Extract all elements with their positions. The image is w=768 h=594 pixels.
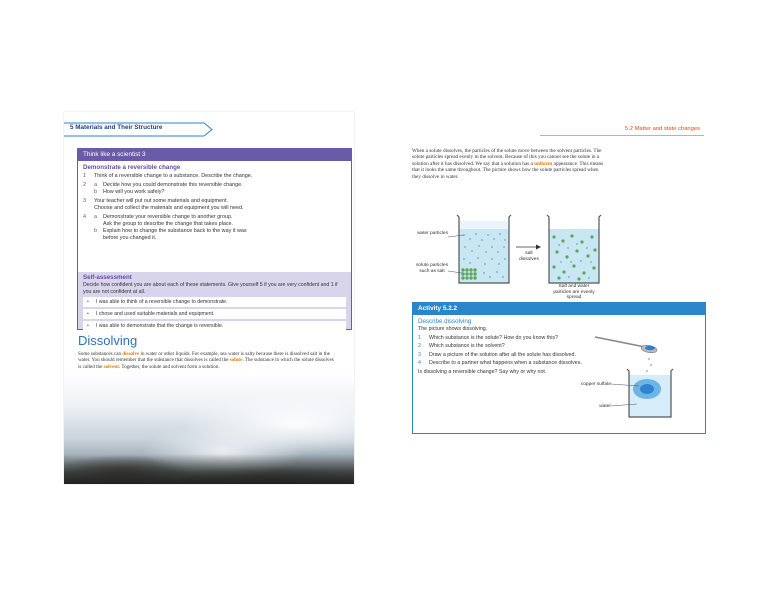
think-box-subhead: Demonstrate a reversible change	[83, 164, 181, 171]
step-4b: b Explain how to change the substance back to the way it was before you changed it.	[94, 228, 247, 241]
beaker-after	[547, 215, 601, 283]
copper-sulfate-beaker-diagram	[589, 323, 701, 428]
step-2a: 2 a Decide how you could demonstrate this reversible change.	[83, 182, 243, 188]
self-assessment-bullet: • I was able to demonstrate that the change is reversible.	[83, 321, 346, 331]
self-assessment	[78, 272, 351, 335]
step-2b: b How will you work safely?	[94, 189, 165, 195]
label-evenly-spread: Salt and water particles are evenly spread	[553, 284, 595, 300]
left-page	[64, 112, 354, 484]
activity-step: 2 Which substance is the solvent?	[418, 343, 505, 350]
think-box-body	[78, 161, 351, 272]
section-heading: 5.2 Matter and state changes	[624, 126, 700, 132]
label-copper-sulfate: copper sulfate	[580, 382, 611, 387]
beaker-copper-sulfate	[611, 369, 673, 417]
right-page	[404, 112, 704, 432]
label-water-particles: water particles	[417, 231, 448, 236]
self-assessment-bullet: • I was able to think of a reversible change to demonstrate.	[83, 297, 346, 307]
step-3: 3 Your teacher will put out some materials and equipment. Choose and collect the materials and equipment you will need.	[83, 198, 244, 211]
activity-box	[412, 302, 706, 434]
label-water: water	[599, 404, 611, 409]
keyword-uniform: uniform	[534, 160, 553, 167]
beaker-before	[448, 215, 511, 283]
section-rule	[540, 135, 704, 136]
activity-subhead: Describe dissolving	[418, 318, 472, 325]
keyword-dissolve: dissolve	[122, 351, 140, 357]
sea-spray-photo	[64, 372, 354, 484]
arrow-icon	[516, 245, 541, 250]
spatula-icon	[595, 337, 657, 354]
activity-question: Is dissolving a reversible change? Say why or why not.	[418, 368, 547, 375]
bullet-icon: •	[87, 311, 89, 317]
label-salt-dissolves: salt dissolves	[519, 251, 539, 262]
self-assessment-title: Self-assessment	[83, 274, 132, 281]
solution-paragraph: When a solute dissolves, the particles of the solute move between the solvent particles. The solute particles spread evenly in the solvent. Because of this you cannot see the solute in a solution after it has dissolved. We say that a solution has a uniform appearance. This means that it looks the same throughout. The picture shows how the solute particles spread when they dissolve in water.	[412, 148, 604, 180]
label-solute-particles: solute particles such as salt	[416, 263, 448, 274]
dissolving-particles-diagram	[412, 207, 612, 317]
activity-step: 1 Which substance is the solute? How do you know this?	[418, 335, 558, 341]
keyword-solute: solute	[229, 357, 243, 364]
bullet-icon: •	[87, 323, 89, 329]
bullet-icon: •	[87, 299, 89, 305]
activity-step: 4 Describe to a partner what happens when a substance dissolves.	[418, 360, 582, 367]
step-1: 1 Think of a reversible change to a substance. Describe the change.	[83, 173, 253, 179]
activity-step: 3 Draw a picture of the solution after all the solute has dissolved.	[418, 351, 576, 358]
chapter-title: 5 Materials and Their Structure	[70, 124, 163, 131]
dissolving-paragraph: Some substances can dissolve in water or other liquids. For example, sea water is salty because there is dissolved salt in the water. You should remember that the substance that dissolves is called the solute. The substance in which the solute dissolves is called the solvent. Together, the solute and solvent form a solution.	[78, 351, 334, 370]
think-box-title: Think like a scientist 3	[78, 149, 351, 161]
step-4a: 4 a Demonstrate your reversible change to another group. Ask the group to describe the change that takes place.	[83, 214, 234, 227]
self-assessment-bullet: • I chose and used suitable materials and equipment.	[83, 309, 346, 319]
think-like-a-scientist-box	[77, 148, 352, 330]
keyword-solvent: solvent	[103, 363, 119, 370]
dissolving-heading: Dissolving	[78, 333, 138, 348]
activity-intro: The picture shows dissolving.	[418, 326, 488, 332]
chapter-tab	[64, 122, 204, 137]
self-assessment-intro: Decide how confident you are about each of these statements. Give yourself 5 if you are very confident and 1 if you are not confident at all.	[83, 282, 338, 295]
activity-title: Activity 5.2.2	[413, 303, 705, 315]
